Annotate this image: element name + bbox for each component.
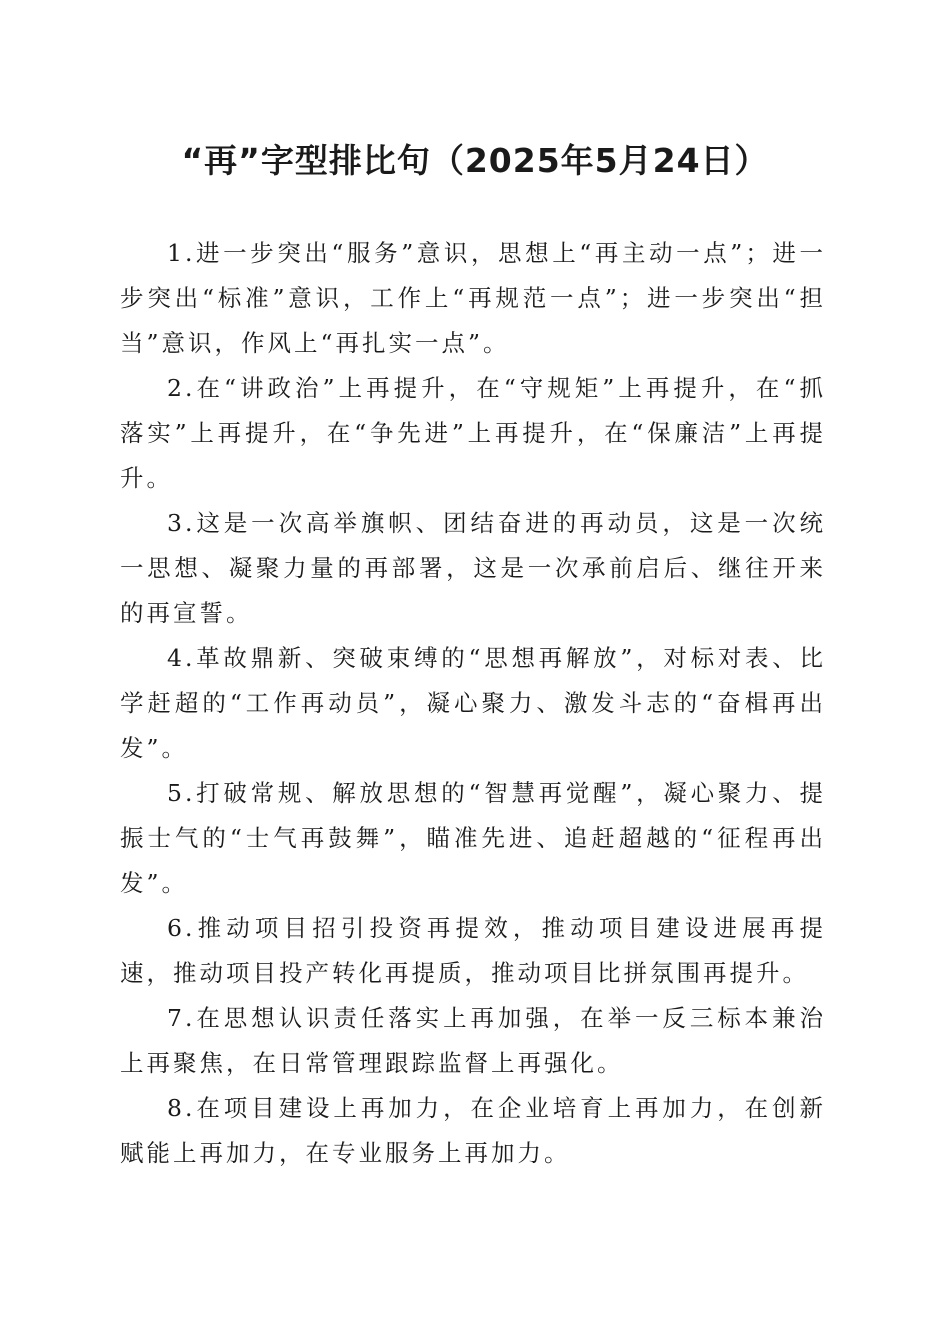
paragraph-3: 3.这是一次高举旗帜、团结奋进的再动员，这是一次统一思想、凝聚力量的再部署，这是一次承前启后、继往开来的再宣誓。 bbox=[120, 509, 826, 627]
paragraph-1: 1.进一步突出“服务”意识，思想上“再主动一点”；进一步突出“标准”意识，工作上“再规范一点”；进一步突出“担当”意识，作风上“再扎实一点”。 bbox=[120, 239, 826, 357]
document-body bbox=[120, 231, 826, 1176]
document-title: “再”字型排比句（2025年5月24日） bbox=[181, 141, 769, 180]
paragraph-6: 6.推动项目招引投资再提效，推动项目建设进展再提速，推动项目投产转化再提质，推动项目比拼氛围再提升。 bbox=[120, 914, 826, 987]
paragraph-8: 8.在项目建设上再加力，在企业培育上再加力，在创新赋能上再加力，在专业服务上再加力。 bbox=[120, 1094, 826, 1167]
paragraph-2: 2.在“讲政治”上再提升，在“守规矩”上再提升，在“抓落实”上再提升，在“争先进”上再提升，在“保廉洁”上再提升。 bbox=[120, 374, 826, 492]
paragraph-7: 7.在思想认识责任落实上再加强，在举一反三标本兼治上再聚焦，在日常管理跟踪监督上再强化。 bbox=[120, 1004, 826, 1077]
paragraph-5: 5.打破常规、解放思想的“智慧再觉醒”，凝心聚力、提振士气的“士气再鼓舞”，瞄准先进、追赶超越的“征程再出发”。 bbox=[120, 779, 826, 897]
paragraph-4: 4.革故鼎新、突破束缚的“思想再解放”，对标对表、比学赶超的“工作再动员”，凝心聚力、激发斗志的“奋楫再出发”。 bbox=[120, 644, 826, 762]
